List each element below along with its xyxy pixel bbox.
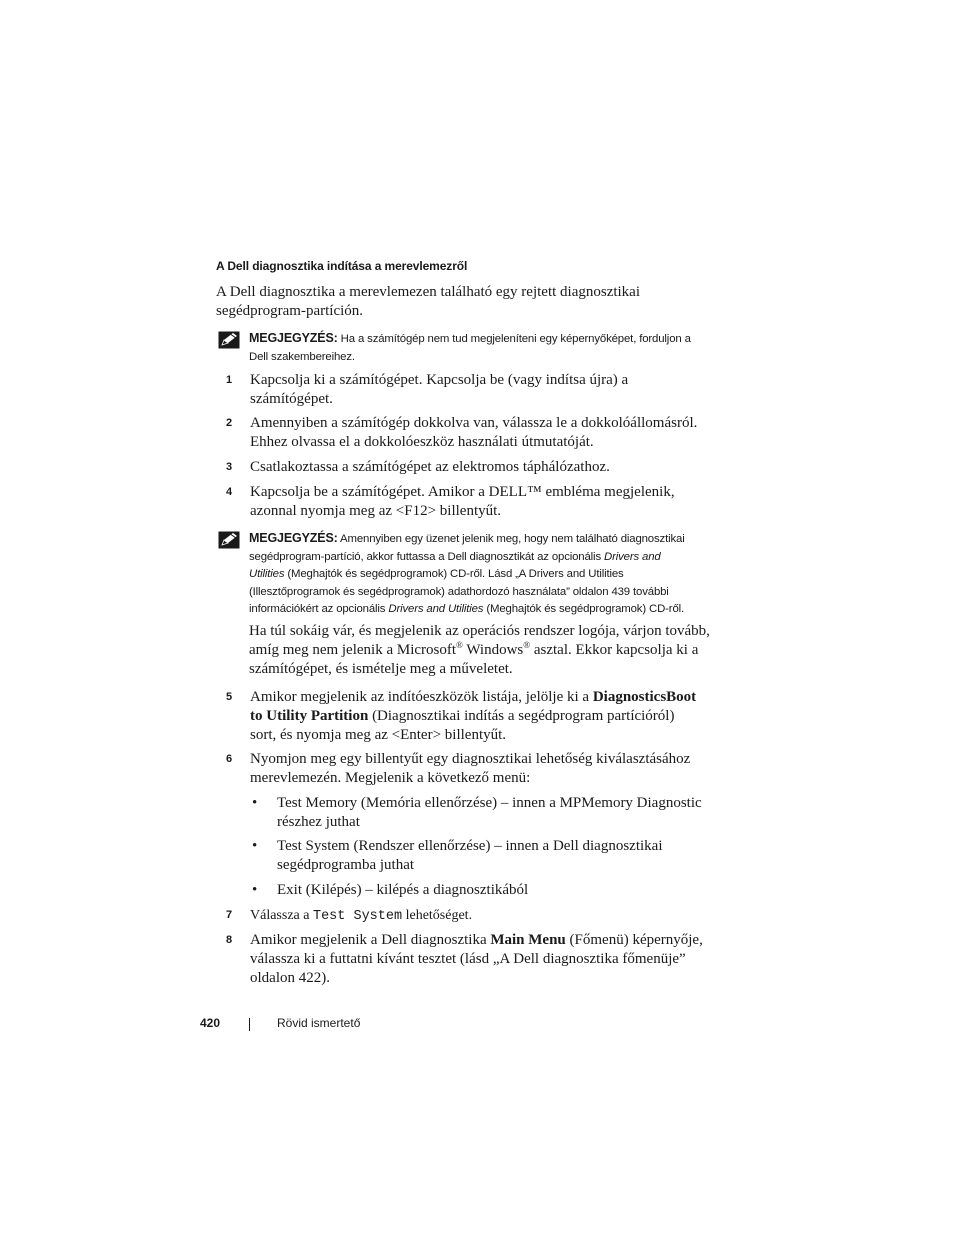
step-1-line-2: számítógépet. bbox=[250, 391, 333, 407]
step-4-line-2: azonnal nyomja meg az <F12> billentyűt. bbox=[250, 503, 502, 519]
note-pencil-icon bbox=[218, 531, 240, 549]
step-number: 4 bbox=[226, 486, 233, 498]
wait-line-2b: Windows bbox=[462, 642, 524, 658]
note-1-line-2: Dell szakembereihez. bbox=[249, 350, 355, 363]
note-2-text bbox=[249, 530, 719, 619]
step-number: 3 bbox=[226, 461, 233, 473]
step-number: 1 bbox=[226, 374, 233, 386]
section-heading: A Dell diagnosztika indítása a merevlemezről bbox=[216, 259, 468, 273]
bullet-2-line-2: segédprogramba juthat bbox=[277, 857, 415, 873]
page-number: 420 bbox=[200, 1016, 221, 1030]
step-number: 7 bbox=[226, 909, 233, 921]
bullet-dot: • bbox=[252, 882, 258, 898]
step-8-line-1b: Main Menu bbox=[490, 932, 566, 948]
bullet-3-line-1: Exit (Kilépés) – kilépés a diagnosztikából bbox=[277, 882, 529, 898]
note-1-line-1: Ha a számítógép nem tud megjeleníteni egy képernyőképet, forduljon a bbox=[340, 333, 691, 345]
step-7-text-b: lehetőséget. bbox=[402, 908, 473, 923]
note-2-line-3a: Utilities bbox=[249, 568, 285, 580]
step-1-line-1: Kapcsolja ki a számítógépet. Kapcsolja be (vagy indítsa újra) a bbox=[250, 372, 629, 388]
note-2-line-5c: (Meghajtók és segédprogramok) CD-ről. bbox=[483, 603, 685, 615]
bullet-dot: • bbox=[252, 795, 258, 811]
registered-mark: ® bbox=[523, 640, 531, 650]
step-5-line-3: sort, és nyomja meg az <Enter> billentyűt. bbox=[250, 727, 507, 743]
wait-line-1: Ha túl sokáig vár, és megjelenik az operációs rendszer logója, várjon tovább, bbox=[249, 623, 710, 639]
registered-mark: ® bbox=[456, 640, 463, 650]
note-2-label: MEGJEGYZÉS: bbox=[249, 531, 338, 545]
step-8-line-1a: Amikor megjelenik a Dell diagnosztika bbox=[250, 932, 491, 948]
note-2-line-5a: információkért az opcionális bbox=[249, 603, 389, 615]
step-3-line-1: Csatlakoztassa a számítógépet az elektromos táphálózathoz. bbox=[250, 459, 610, 475]
wait-line-2a: amíg meg nem jelenik a Microsoft bbox=[249, 642, 457, 658]
step-5-line-1a: Amikor megjelenik az indítóeszközök listája, jelölje ki a bbox=[250, 689, 593, 705]
step-2-line-1: Amennyiben a számítógép dokkolva van, válassza le a dokkolóállomásról. bbox=[250, 415, 698, 431]
step-number: 2 bbox=[226, 417, 233, 429]
note-1-text bbox=[249, 330, 719, 366]
bullet-1-line-2: részhez juthat bbox=[277, 814, 360, 830]
step-6-line-2: merevlemezén. Megjelenik a következő menü: bbox=[250, 770, 531, 786]
step-8-line-2: válassza ki a futtatni kívánt tesztet (lásd „A Dell diagnosztika főmenüje” bbox=[250, 951, 686, 967]
note-pencil-icon bbox=[218, 331, 240, 349]
footer-divider bbox=[249, 1018, 250, 1031]
wait-paragraph bbox=[249, 622, 724, 679]
wait-line-2c: asztal. Ekkor kapcsolja ki a bbox=[530, 642, 699, 658]
wait-line-3: számítógépet, és ismételje meg a műveletet. bbox=[249, 661, 513, 677]
step-5-line-1b: DiagnosticsBoot bbox=[592, 689, 697, 705]
note-2-line-5b: Drivers and Utilities bbox=[388, 603, 484, 615]
step-5-line-2a: to Utility Partition bbox=[250, 708, 369, 724]
note-2-line-2a: segédprogram-partíció, akkor futtassa a Dell diagnosztikát az opcionális bbox=[249, 550, 605, 563]
note-2-line-4: (Illesztőprogramok és segédprogramok) adathordozó használata” oldalon 439 további bbox=[249, 585, 669, 598]
footer-title: Rövid ismertető bbox=[277, 1016, 361, 1030]
intro-line-2: segédprogram-partíción. bbox=[216, 303, 364, 319]
bullet-dot: • bbox=[252, 838, 258, 854]
intro-paragraph bbox=[216, 283, 716, 321]
step-5-line-2b: (Diagnosztikai indítás a segédprogram partícióról) bbox=[368, 708, 675, 724]
note-1-label: MEGJEGYZÉS: bbox=[249, 331, 338, 345]
step-7-code: Test System bbox=[312, 909, 403, 924]
note-2-line-2b: Drivers and bbox=[604, 550, 661, 563]
step-4-line-1: Kapcsolja be a számítógépet. Amikor a DELL™ embléma megjelenik, bbox=[250, 484, 675, 500]
bullet-1-line-1: Test Memory (Memória ellenőrzése) – innen a MPMemory Diagnostic bbox=[277, 795, 702, 811]
step-number: 5 bbox=[226, 691, 233, 703]
step-8-line-1c: (Főmenü) képernyője, bbox=[565, 932, 703, 948]
bullet-2-line-1: Test System (Rendszer ellenőrzése) – innen a Dell diagnosztikai bbox=[277, 838, 663, 854]
intro-line-1: A Dell diagnosztika a merevlemezen található egy rejtett diagnosztikai bbox=[216, 284, 641, 300]
step-7-text-a: Válassza a bbox=[250, 908, 313, 923]
step-8-line-3: oldalon 422). bbox=[250, 970, 330, 986]
step-6-line-1: Nyomjon meg egy billentyűt egy diagnosztikai lehetőség kiválasztásához bbox=[250, 751, 691, 767]
step-number: 6 bbox=[226, 753, 233, 765]
step-number: 8 bbox=[226, 934, 233, 946]
note-2-line-1: Amennyiben egy üzenet jelenik meg, hogy nem található diagnosztikai bbox=[340, 533, 685, 545]
step-2-line-2: Ehhez olvassa el a dokkolóeszköz használati útmutatóját. bbox=[250, 434, 594, 450]
note-2-line-3b: (Meghajtók és segédprogramok) CD-ről. Lásd „A Drivers and Utilities bbox=[284, 568, 624, 580]
